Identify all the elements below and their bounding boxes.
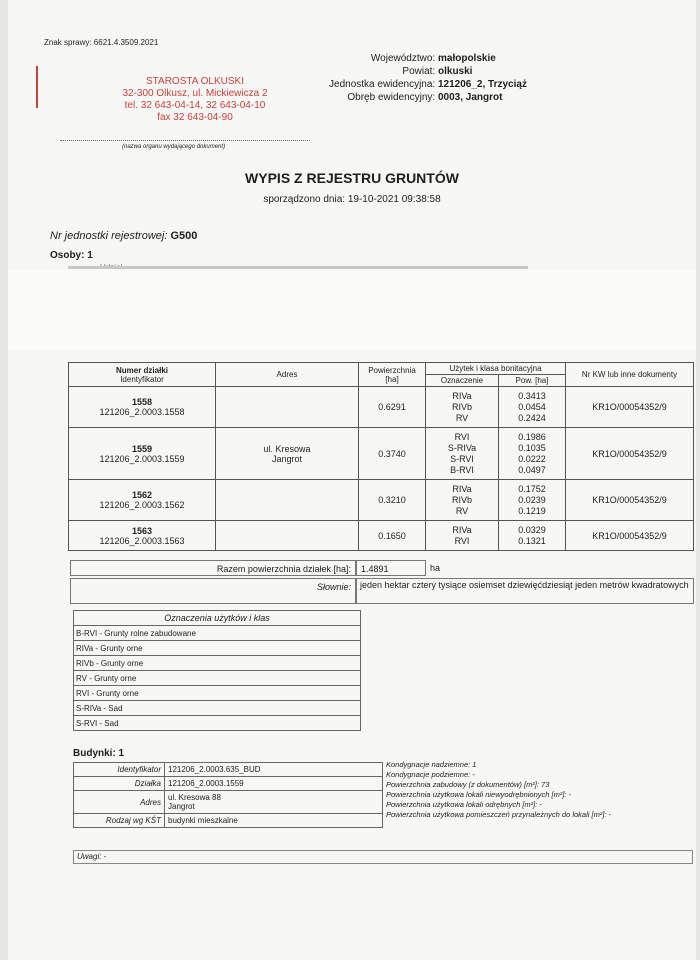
use-area: 0.0454 bbox=[518, 401, 546, 412]
document-page bbox=[8, 0, 696, 960]
location-row bbox=[308, 52, 548, 65]
use-code: RIVb bbox=[451, 494, 472, 505]
use-code: RIVb bbox=[451, 401, 472, 412]
use-areas bbox=[499, 521, 566, 551]
case-number: Znak sprawy: 6621.4.3509.2021 bbox=[44, 38, 159, 47]
building-detail: Powierzchnia użytkowa pomieszczeń przynależnych do lokali [m²]: - bbox=[386, 810, 612, 819]
use-area: 0.0497 bbox=[518, 464, 546, 475]
words-value: jeden hektar cztery tysiące osiemset dziewięćdziesiąt jeden metrów kwadratowych bbox=[356, 578, 694, 604]
use-code: B-RVI bbox=[450, 464, 474, 475]
parcel-address bbox=[216, 521, 359, 551]
register-unit bbox=[50, 230, 197, 242]
parcel-identifier: 121206_2.0003.1563 bbox=[99, 535, 185, 546]
building-row bbox=[74, 791, 383, 814]
parcel-area: 0.6291 bbox=[359, 387, 426, 428]
use-area: 0.1986 bbox=[518, 431, 546, 442]
words-label: Słownie: bbox=[70, 578, 356, 604]
building-label: Identyfikator bbox=[74, 763, 165, 777]
col-address: Adres bbox=[216, 363, 359, 387]
use-area: 0.0222 bbox=[518, 453, 546, 464]
col-use-area: Pow. [ha] bbox=[499, 375, 566, 387]
use-area: 0.0239 bbox=[518, 494, 546, 505]
legend-row bbox=[74, 701, 361, 716]
created-date: sporządzono dnia: 19-10-2021 09:38:58 bbox=[263, 194, 441, 205]
authority-name: STAROSTA OLKUSKI bbox=[146, 76, 244, 87]
location-row bbox=[308, 78, 548, 91]
red-margin-line bbox=[36, 66, 38, 108]
authority-caption: (nazwa organu wydającego dokument) bbox=[122, 144, 226, 150]
authority-phones: tel. 32 643-04-14, 32 643-04-10 bbox=[124, 100, 266, 111]
legend-row bbox=[74, 716, 361, 731]
legend-title: Oznaczenia użytków i klas bbox=[74, 611, 361, 626]
building-detail: Powierzchnia zabudowy (z dokumentów) [m²]: 73 bbox=[386, 780, 550, 789]
parcel-number: 1558 bbox=[131, 397, 153, 407]
use-areas bbox=[499, 387, 566, 428]
location-value: małopolskie bbox=[438, 53, 496, 64]
legend-item: RIVb - Grunty orne bbox=[74, 656, 361, 671]
parcels-table bbox=[68, 362, 694, 551]
building-detail: Powierzchnia użytkowa lokali niewyodrębnionych [m²]: - bbox=[386, 790, 572, 799]
table-row bbox=[69, 387, 694, 428]
parcel-number: 1562 bbox=[131, 490, 153, 500]
building-detail: Powierzchnia użytkowa lokali odrębnych [m²]: - bbox=[386, 800, 542, 809]
use-area: 0.1321 bbox=[518, 535, 546, 546]
table-row bbox=[69, 480, 694, 521]
parcel-area: 0.3210 bbox=[359, 480, 426, 521]
buildings-title: Budynki: 1 bbox=[73, 748, 125, 759]
location-block bbox=[308, 52, 696, 104]
use-code: RV bbox=[455, 412, 469, 423]
legend-row bbox=[74, 686, 361, 701]
fold-line bbox=[68, 266, 528, 269]
location-label: Obręb ewidencyjny: bbox=[347, 92, 436, 103]
use-area: 0.2424 bbox=[518, 412, 546, 423]
location-label: Jednostka ewidencyjna: bbox=[329, 79, 436, 90]
col-designation: Oznaczenie bbox=[426, 375, 499, 387]
legend-item: S-RVI - Sad bbox=[74, 716, 361, 731]
authority-address: 32-300 Olkusz, ul. Mickiewicza 2 bbox=[122, 88, 268, 99]
building-detail: Kondygnacje nadziemne: 1 bbox=[386, 760, 477, 769]
use-code: RIVa bbox=[452, 390, 472, 401]
building-value: 121206_2.0003.635_BUD bbox=[165, 763, 383, 777]
register-unit-value: G500 bbox=[170, 230, 198, 242]
building-row bbox=[74, 763, 383, 777]
authority-stamp bbox=[90, 76, 300, 124]
location-row bbox=[308, 91, 548, 104]
parcel-address: ul. Kresowa Jangrot bbox=[216, 428, 359, 480]
col-number: Numer działki Identyfikator bbox=[69, 363, 216, 387]
building-row bbox=[74, 777, 383, 791]
use-areas bbox=[499, 428, 566, 480]
parcel-cell bbox=[69, 428, 216, 480]
use-code: RIVa bbox=[452, 524, 472, 535]
parcel-cell bbox=[69, 387, 216, 428]
register-unit-label: Nr jednostki rejestrowej: bbox=[50, 230, 168, 242]
legend-item: B-RVI - Grunty rolne zabudowane bbox=[74, 626, 361, 641]
use-code: RV bbox=[455, 505, 469, 516]
parcel-area: 0.3740 bbox=[359, 428, 426, 480]
use-area: 0.3413 bbox=[518, 390, 546, 401]
kw-number: KR1O/00054352/9 bbox=[566, 521, 694, 551]
legend-item: RIVa - Grunty orne bbox=[74, 641, 361, 656]
total-label: Razem powierzchnia działek [ha]: bbox=[70, 560, 356, 576]
building-value: 121206_2.0003.1559 bbox=[165, 777, 383, 791]
table-row bbox=[69, 521, 694, 551]
legend-item: RV - Grunty orne bbox=[74, 671, 361, 686]
use-codes bbox=[426, 428, 499, 480]
legend-table bbox=[73, 610, 361, 731]
location-label: Województwo: bbox=[370, 53, 436, 64]
use-area: 0.1035 bbox=[518, 442, 546, 453]
use-area: 0.0329 bbox=[518, 524, 546, 535]
persons-count: Osoby: 1 bbox=[50, 250, 93, 261]
parcel-number: 1559 bbox=[131, 443, 153, 454]
legend-row bbox=[74, 626, 361, 641]
legend-item: S-RIVa - Sad bbox=[74, 701, 361, 716]
building-row bbox=[74, 814, 383, 828]
parcel-address bbox=[216, 387, 359, 428]
location-value: 121206_2, Trzyciąż bbox=[438, 79, 527, 90]
building-label: Działka bbox=[74, 777, 165, 791]
total-value: 1.4891 bbox=[356, 560, 426, 576]
authority-divider bbox=[60, 140, 310, 141]
parcel-area: 0.1650 bbox=[359, 521, 426, 551]
blank-area bbox=[8, 270, 696, 350]
legend-row bbox=[74, 641, 361, 656]
use-areas bbox=[499, 480, 566, 521]
col-use-group: Użytek i klasa bonitacyjna bbox=[426, 363, 566, 375]
use-area: 0.1752 bbox=[518, 483, 546, 494]
use-code: RVI bbox=[454, 535, 470, 546]
location-value: olkuski bbox=[438, 66, 473, 77]
authority-fax: fax 32 643-04-90 bbox=[157, 112, 233, 123]
kw-number: KR1O/00054352/9 bbox=[566, 480, 694, 521]
parcel-cell bbox=[69, 521, 216, 551]
building-detail: Kondygnacje podziemne: - bbox=[386, 770, 475, 779]
kw-number: KR1O/00054352/9 bbox=[566, 428, 694, 480]
use-code: S-RIVa bbox=[447, 442, 477, 453]
legend-item: RVI - Grunty orne bbox=[74, 686, 361, 701]
use-code: RVI bbox=[454, 431, 470, 442]
total-unit: ha bbox=[430, 563, 441, 573]
building-label: Rodzaj wg KŚT bbox=[74, 814, 165, 828]
building-value: ul. Kresowa 88 Jangrot bbox=[165, 791, 383, 814]
page-title: WYPIS Z REJESTRU GRUNTÓW bbox=[245, 170, 459, 186]
parcel-address bbox=[216, 480, 359, 521]
building-details bbox=[386, 760, 611, 820]
building-value: budynki mieszkalne bbox=[165, 814, 383, 828]
kw-number: KR1O/00054352/9 bbox=[566, 387, 694, 428]
col-kw: Nr KW lub inne dokumenty bbox=[566, 363, 694, 387]
col-area: Powierzchnia [ha] bbox=[359, 363, 426, 387]
parcel-cell bbox=[69, 480, 216, 521]
use-area: 0.1219 bbox=[518, 505, 546, 516]
use-codes bbox=[426, 480, 499, 521]
notes: Uwagi: - bbox=[73, 850, 693, 864]
use-codes bbox=[426, 521, 499, 551]
legend-row bbox=[74, 656, 361, 671]
location-label: Powiat: bbox=[402, 66, 436, 77]
parcel-identifier: 121206_2.0003.1562 bbox=[99, 500, 185, 510]
parcel-identifier: 121206_2.0003.1559 bbox=[99, 453, 185, 464]
use-code: RIVa bbox=[452, 483, 472, 494]
location-value: 0003, Jangrot bbox=[438, 92, 503, 103]
building-label: Adres bbox=[74, 791, 165, 814]
use-codes bbox=[426, 387, 499, 428]
use-code: S-RVI bbox=[450, 453, 474, 464]
location-row bbox=[308, 65, 548, 78]
buildings-table bbox=[73, 762, 383, 828]
parcel-identifier: 121206_2.0003.1558 bbox=[99, 407, 185, 417]
table-row bbox=[69, 428, 694, 480]
parcel-number: 1563 bbox=[131, 525, 153, 536]
legend-row bbox=[74, 671, 361, 686]
